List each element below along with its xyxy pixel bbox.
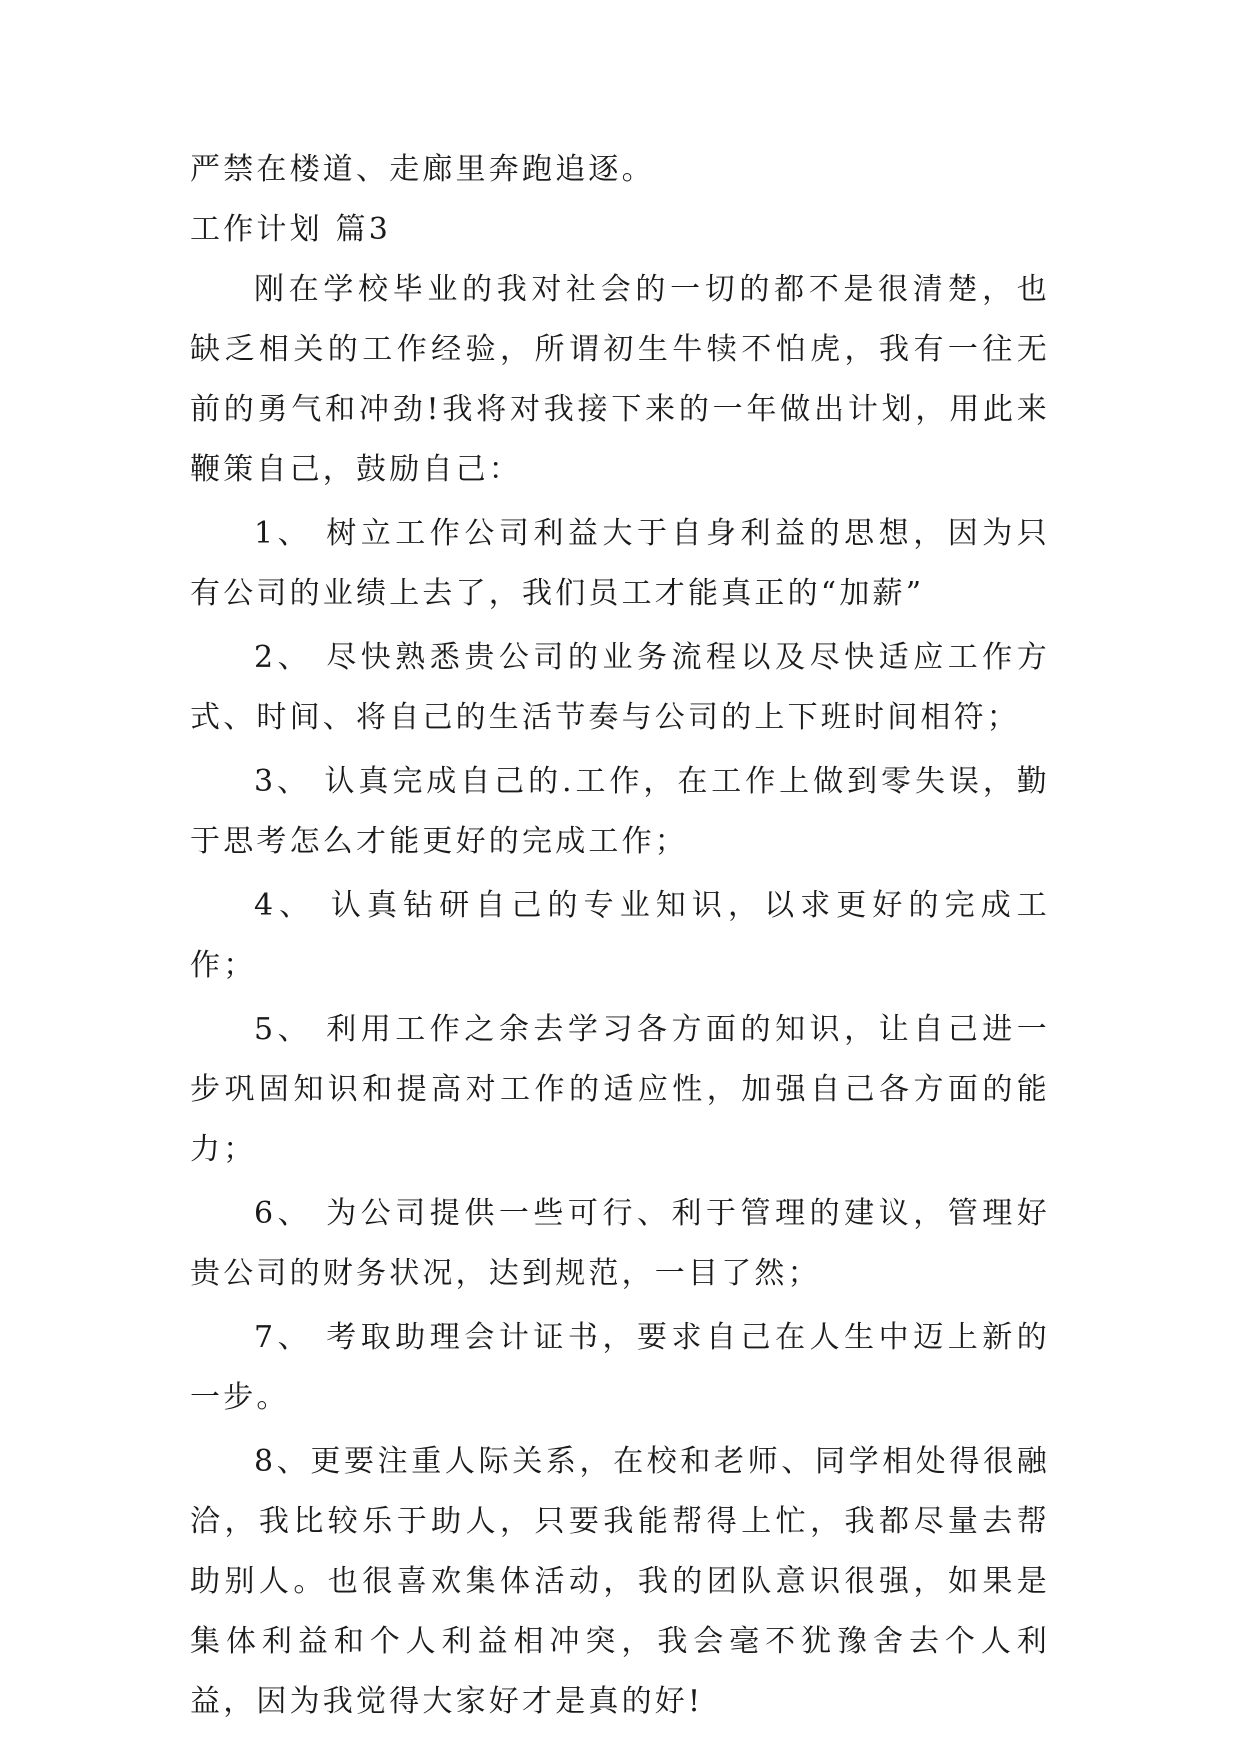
section-title: 工作计划 篇3 [190,212,392,247]
plan-item-6: 6、 为公司提供一些可行、利于管理的建议，管理好贵公司的财务状况，达到规范，一目了然； [190,1196,1050,1291]
plan-item-8: 8、更要注重人际关系，在校和老师、同学相处得很融洽，我比较乐于助人，只要我能帮得上忙，我都尽量去帮助别人。也很喜欢集体活动，我的团队意识很强，如果是集体利益和个人利益相冲突，我会毫不犹豫舍去个人利益，因为我觉得大家好才是真的好! [190,1444,1050,1719]
lead-line: 严禁在楼道、走廊里奔跑追逐。 [190,152,655,187]
intro-paragraph: 刚在学校毕业的我对社会的一切的都不是很清楚，也缺乏相关的工作经验，所谓初生牛犊不怕虎，我有一往无前的勇气和冲劲!我将对我接下来的一年做出计划，用此来鞭策自己，鼓励自己： [190,272,1050,487]
plan-item-2: 2、 尽快熟悉贵公司的业务流程以及尽快适应工作方式、时间、将自己的生活节奏与公司的上下班时间相符； [190,640,1050,735]
plan-item-5: 5、 利用工作之余去学习各方面的知识，让自己进一步巩固知识和提高对工作的适应性，加强自己各方面的能力； [190,1012,1050,1167]
plan-item-1: 1、 树立工作公司利益大于自身利益的思想，因为只有公司的业绩上去了，我们员工才能真正的“加薪” [190,516,1050,611]
plan-item-3: 3、 认真完成自己的.工作，在工作上做到零失误，勤于思考怎么才能更好的完成工作； [190,764,1050,859]
document-body [190,140,1050,1732]
plan-item-4: 4、 认真钻研自己的专业知识，以求更好的完成工作； [190,888,1050,983]
plan-item-7: 7、 考取助理会计证书，要求自己在人生中迈上新的一步。 [190,1320,1050,1415]
